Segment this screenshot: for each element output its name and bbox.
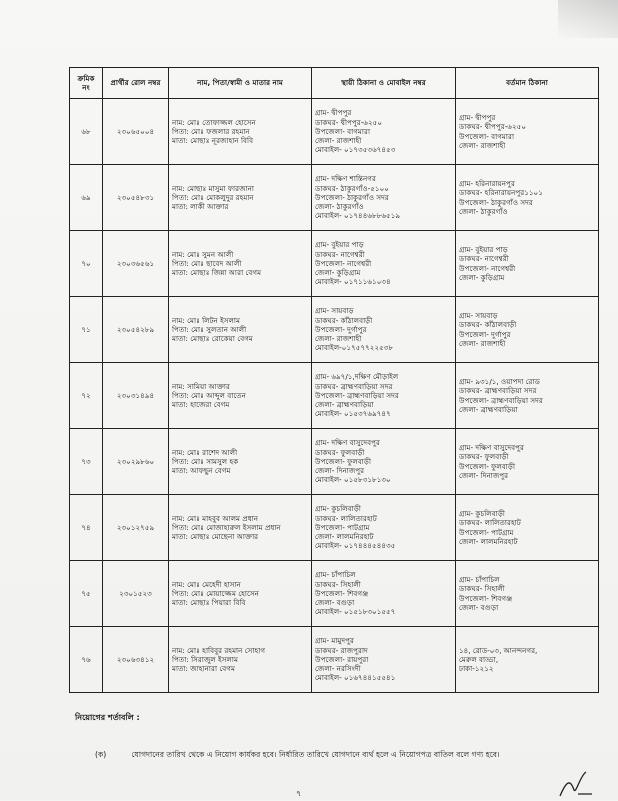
address-line: ডাকঘর- নাগেশ্বরী <box>315 249 365 259</box>
serial-cell: ৭৩ <box>70 429 103 495</box>
address-line: গ্রাম- দক্ষিণ বাসুদেবপুর <box>459 443 524 453</box>
address-line: গ্রাম- সায়বাড় <box>315 306 354 316</box>
table-row <box>70 297 599 363</box>
address-line: গ্রাম- ৯৩১/১, ওয়াপদা রোড <box>459 377 540 387</box>
address-line: মোবাইল- ০১৫১৮৩০১৫৫৭ <box>315 607 396 617</box>
name-line: নাম: মোঃ লিটন ইসলাম <box>172 315 240 325</box>
name-line: মাতা: আফছুন বেগম <box>172 466 231 476</box>
address-line: ডাকঘর- ব্রাহ্মণবাড়িয়া সদর <box>315 381 393 391</box>
roll-cell: ২৩০৫৪২৮৯ <box>103 297 169 363</box>
address-line: উপজেলা- শিবগঞ্জ <box>315 588 369 598</box>
serial-cell: ৭০ <box>70 231 103 297</box>
address-line: জেলা- কুড়িগ্রাম <box>459 272 505 282</box>
name-line: পিতা: মোঃ সুলতান আলী <box>172 324 247 334</box>
roll-cell: ২৩০৬৫০০৪ <box>103 99 169 165</box>
name-line: মাতা: মোছাঃ জিন্না আরা বেগম <box>172 268 262 278</box>
present-address-cell <box>456 165 599 231</box>
page-number: ৭ <box>296 789 302 798</box>
permanent-address-cell <box>312 297 456 363</box>
table-row <box>70 627 599 693</box>
names-cell <box>169 165 312 231</box>
name-line: পিতা: মোঃ ছাবেদ আলী <box>172 258 242 268</box>
table-row <box>70 561 599 627</box>
present-address-cell <box>456 429 599 495</box>
address-line: ডাকঘর- নাগেশ্বরী <box>459 254 509 264</box>
name-line: পিতা: মোঃ মোয়াজ্জেম হোসেন <box>172 588 259 598</box>
condition-label: (ক) <box>95 750 107 759</box>
table-row <box>70 363 599 429</box>
names-cell <box>169 231 312 297</box>
header-serial: ক্রমিক নং <box>70 68 103 99</box>
serial-cell: ৭২ <box>70 363 103 429</box>
appointment-roster-table <box>69 67 599 693</box>
permanent-address-cell <box>312 99 456 165</box>
address-line: উপজেলা- দুর্গাপুর <box>459 329 511 339</box>
header-roll: প্রার্থীর রোল নম্বর <box>103 68 169 99</box>
roll-cell: ২৩০৩৬৫৬১ <box>103 231 169 297</box>
names-cell <box>169 363 312 429</box>
serial-cell: ৭৫ <box>70 561 103 627</box>
table-row <box>70 495 599 561</box>
present-address-cell <box>456 627 599 693</box>
name-line: পিতা: মোঃ সামসুল হক <box>172 456 239 466</box>
address-line: উপজেলা- পাটগ্রাম <box>315 522 370 532</box>
address-line: উপজেলা- শিবগঞ্জ <box>459 593 513 603</box>
address-line: জেলা- ঠাকুরগাঁও <box>459 206 508 216</box>
address-line: জেলা- কুড়িগ্রাম <box>315 268 361 278</box>
name-line: পিতা: সিরাজুল ইসলাম <box>172 654 238 664</box>
roll-cell: ২৩০৩১৪৯৪ <box>103 363 169 429</box>
present-address-cell <box>456 561 599 627</box>
address-line: ডাকঘর- সিহালী <box>315 579 361 589</box>
address-line: জেলা- বগুড়া <box>315 598 355 608</box>
header-present-address: বর্তমান ঠিকানা <box>456 68 599 99</box>
address-line: জেলা- বগুড়া <box>459 602 499 612</box>
table-row <box>70 165 599 231</box>
table-row <box>70 429 599 495</box>
address-line: গ্রাম- কুচলিবাড়ী <box>459 509 505 519</box>
address-line: গ্রাম- চাঁপাচিল <box>315 570 356 580</box>
address-line: গ্রাম- দ্বীপপুর <box>315 108 352 118</box>
address-line: ডাকঘর- ফুলবাড়ী <box>459 452 509 462</box>
address-line: উপজেলা- নাগেশ্বরী <box>459 263 516 273</box>
address-line: উপজেলা- ঠাকুরগাঁও সদর <box>459 197 533 207</box>
address-line: ডাকঘর- ব্রাহ্মণবাড়িয়া সদর <box>459 386 537 396</box>
address-line: গ্রাম- দ্বীপপুর <box>459 113 496 123</box>
address-line: জেলা- রাজশাহী <box>315 136 362 146</box>
roll-cell: ২৩০১৫২৩ <box>103 561 169 627</box>
serial-cell: ৬৯ <box>70 165 103 231</box>
address-line: মোবাইল- ০১৫৩৭৬৯৭৪৭ <box>315 409 391 419</box>
address-line: মোবাইল-০১৭৫৭৭২২৫৩৮ <box>315 343 394 353</box>
name-line: মাতা: মোছাঃ রোকেয়া বেগম <box>172 334 253 344</box>
address-line: উপজেলা- নাগেশ্বরী <box>315 258 372 268</box>
address-line: মোবাইল- ০১৫৮৩১৮১৩০ <box>315 475 391 485</box>
name-line: মাতা: লাকী আক্তার <box>172 202 229 212</box>
present-address-cell <box>456 231 599 297</box>
header-permanent-address: স্থায়ী ঠিকানা ও মোবাইল নম্বর <box>312 68 456 99</box>
roll-cell: ২৩০১২৭৫৯ <box>103 495 169 561</box>
name-line: নাম: মোঃ মাহবুব আলম প্রধান <box>172 513 259 523</box>
name-line: নাম: মোঃ হাবিবুর রহমান সোহাগ <box>172 645 266 655</box>
names-cell <box>169 495 312 561</box>
address-line: ডাকঘর- রাজপুরাদ <box>315 645 368 655</box>
address-line: উপজেলা- বাগমারা <box>459 131 515 141</box>
address-line: ঢাকা-১২১২ <box>459 664 494 674</box>
names-cell <box>169 429 312 495</box>
address-line: উপজেলা- বাগমারা <box>315 126 371 136</box>
address-line: ডাকঘর- কাঁঠালবাড়ী <box>459 320 517 330</box>
permanent-address-cell <box>312 627 456 693</box>
permanent-address-cell <box>312 429 456 495</box>
address-line: জেলা- দিনাজপুর <box>459 470 509 480</box>
present-address-cell <box>456 297 599 363</box>
address-line: গ্রাম- বুইয়ার পাড় <box>459 245 508 255</box>
condition-item <box>95 749 500 762</box>
permanent-address-cell <box>312 561 456 627</box>
address-line: উপজেলা- ঠাকুরগাঁও সদর <box>315 192 389 202</box>
name-line: নাম: মোঃ সুমন আলী <box>172 249 234 259</box>
address-line: মোবাইল- ০১৭৪৪৪৫৪৪৩৫ <box>315 541 396 551</box>
address-line: গ্রাম- সায়বাড় <box>459 311 498 321</box>
address-line: গ্রাম- ৬৯৭/১,দক্ষিণ মৌড়াইল <box>315 372 399 382</box>
name-line: নাম: সামিয়া আক্তার <box>172 381 230 391</box>
address-line: উপজেলা- ব্রাহ্মণবাড়িয়া সদর <box>459 395 543 405</box>
address-line: গ্রাম- বুইয়ার পাড় <box>315 240 364 250</box>
condition-text: যোগদানের তারিখ থেকে এ নিয়োগ কার্যকর হবে। নির্ধারিত তারিখে যোগদানে ব্যর্থ হলে এ নিয়োগপত্র বাতিল বলে গণ্য হবে। <box>131 750 500 759</box>
address-line: জেলা- দিনাজপুর <box>315 466 365 476</box>
name-line: নাম: মোঃ মেহেদী হাসান <box>172 579 241 589</box>
table-row <box>70 231 599 297</box>
roll-cell: ২৩০৫৪৮৩১ <box>103 165 169 231</box>
present-address-cell <box>456 363 599 429</box>
address-line: গ্রাম- দক্ষিণ শান্তিনগর <box>315 174 376 184</box>
address-line: গ্রাম- হরিনারায়নপুর <box>459 179 515 189</box>
address-line: উপজেলা- পাটগ্রাম <box>459 527 514 537</box>
address-line: জেলা- রাজশাহী <box>315 334 362 344</box>
address-line: গ্রাম- দক্ষিণ বাসুদেবপুর <box>315 438 380 448</box>
address-line: ডাকঘর- কাঁঠালবাড়ী <box>315 315 373 325</box>
address-line: ডাকঘর- সিহালী <box>459 584 505 594</box>
address-line: জেলা- ঠাকুরগাঁও <box>315 202 364 212</box>
address-line: মোবাইল- ০১৭৩৫৩৬৭৪৫৩ <box>315 145 396 155</box>
address-line: উপজেলা- ফুলবাড়ী <box>315 456 371 466</box>
address-line: ডাকঘর- দ্বীপপুর-৬২৫০ <box>315 117 382 127</box>
serial-cell: ৭১ <box>70 297 103 363</box>
name-line: নাম: মোঃ রাশেদ আলী <box>172 447 238 457</box>
table-row <box>70 99 599 165</box>
address-line: উপজেলা- রায়পুরা <box>315 654 369 664</box>
address-line: গ্রাম- কুচলিবাড়ী <box>315 504 361 514</box>
table-header-row <box>70 68 599 99</box>
address-line: উপজেলা- ফুলবাড়ী <box>459 461 515 471</box>
names-cell <box>169 627 312 693</box>
serial-cell: ৭৬ <box>70 627 103 693</box>
names-cell <box>169 99 312 165</box>
address-line: গ্রাম- মামুদপুর <box>315 636 355 646</box>
name-line: মাতা: মোছাঃ নূরজাহান বিবি <box>172 136 254 146</box>
address-line: জেলা- ব্রাহ্মণবাড়িয়া <box>315 400 374 410</box>
present-address-cell <box>456 99 599 165</box>
name-line: মাতা: মোছাঃ পিয়ারা বিবি <box>172 598 246 608</box>
name-line: মাতা: হাজেরা বেগম <box>172 400 230 410</box>
name-line: পিতা: মোঃ আব্দুল বাতেন <box>172 390 246 400</box>
present-address-cell <box>456 495 599 561</box>
address-line: জেলা- রাজশাহী <box>459 140 506 150</box>
address-line: জেলা- নরসিংদী <box>315 664 361 674</box>
name-line: নাম: মোঃ তোফাজ্জল হোসেন <box>172 117 256 127</box>
permanent-address-cell <box>312 495 456 561</box>
permanent-address-cell <box>312 165 456 231</box>
name-line: মাতা: জাহানারা বেগম <box>172 664 235 674</box>
address-line: ডাকঘর- লালিতারহাট <box>315 513 377 523</box>
name-line: মাতা: মোছাঃ মোছেনা আক্তার <box>172 532 259 542</box>
header-names: নাম, পিতা/স্বামী ও মাতার নাম <box>169 68 312 99</box>
address-line: মেরুল বাড্ডা, <box>459 654 499 664</box>
serial-cell: ৬৮ <box>70 99 103 165</box>
address-line: ডাকঘর- দ্বীপপুর-৬২৫০ <box>459 122 526 132</box>
name-line: নাম: মোছাঃ মাসুমা ফারজানা <box>172 183 254 193</box>
roll-cell: ২৩০২৯৮৬০ <box>103 429 169 495</box>
address-line: মোবাইল- ০১৬৭৪৪১৫৫৪১ <box>315 673 396 683</box>
page-corner-shadow <box>558 0 618 38</box>
name-line: পিতা: মোঃ মোজাহারুল ইসলাম প্রধান <box>172 522 281 532</box>
serial-cell: ৭৪ <box>70 495 103 561</box>
name-line: পিতা: মোঃ মোকলুদুর রহমান <box>172 192 254 202</box>
address-line: জেলা- লালমনিরহাট <box>459 536 518 546</box>
address-line: গ্রাম- চাঁপাচিল <box>459 575 500 585</box>
address-line: ডাকঘর- ঠাকুরগাঁও-৫১০০ <box>315 183 389 193</box>
address-line: ডাকঘর- ফুলবাড়ী <box>315 447 365 457</box>
address-line: ডাকঘর- হরিনারায়নপুর১১০১ <box>459 188 543 198</box>
names-cell <box>169 561 312 627</box>
address-line: মোবাইল- ০১৭৪৪৬৮৮৬৫১৯ <box>315 211 401 221</box>
address-line: জেলা- ব্রাহ্মণবাড়িয়া <box>459 404 518 414</box>
conditions-title: নিয়োগের শর্তাবলি : <box>75 713 140 722</box>
address-line: ডাকঘর- লালিতারহাট <box>459 518 521 528</box>
roll-cell: ২৩০৬৩৪১২ <box>103 627 169 693</box>
table-body <box>70 99 599 693</box>
signature-mark <box>556 768 596 800</box>
address-line: জেলা- লালমনিরহাট <box>315 532 374 542</box>
permanent-address-cell <box>312 363 456 429</box>
address-line: ১৪, রোড-০৩, আনন্দনগর, <box>459 645 538 655</box>
address-line: জেলা- রাজশাহী <box>459 338 506 348</box>
name-line: পিতা: মোঃ ফজলার রহমান <box>172 126 250 136</box>
address-line: উপজেলা- দুর্গাপুর <box>315 324 367 334</box>
permanent-address-cell <box>312 231 456 297</box>
address-line: উপজেলা- ব্রাহ্মণবাড়িয়া সদর <box>315 390 399 400</box>
address-line: মোবাইল- ০১৭১১৬১০৩৪ <box>315 277 391 287</box>
names-cell <box>169 297 312 363</box>
